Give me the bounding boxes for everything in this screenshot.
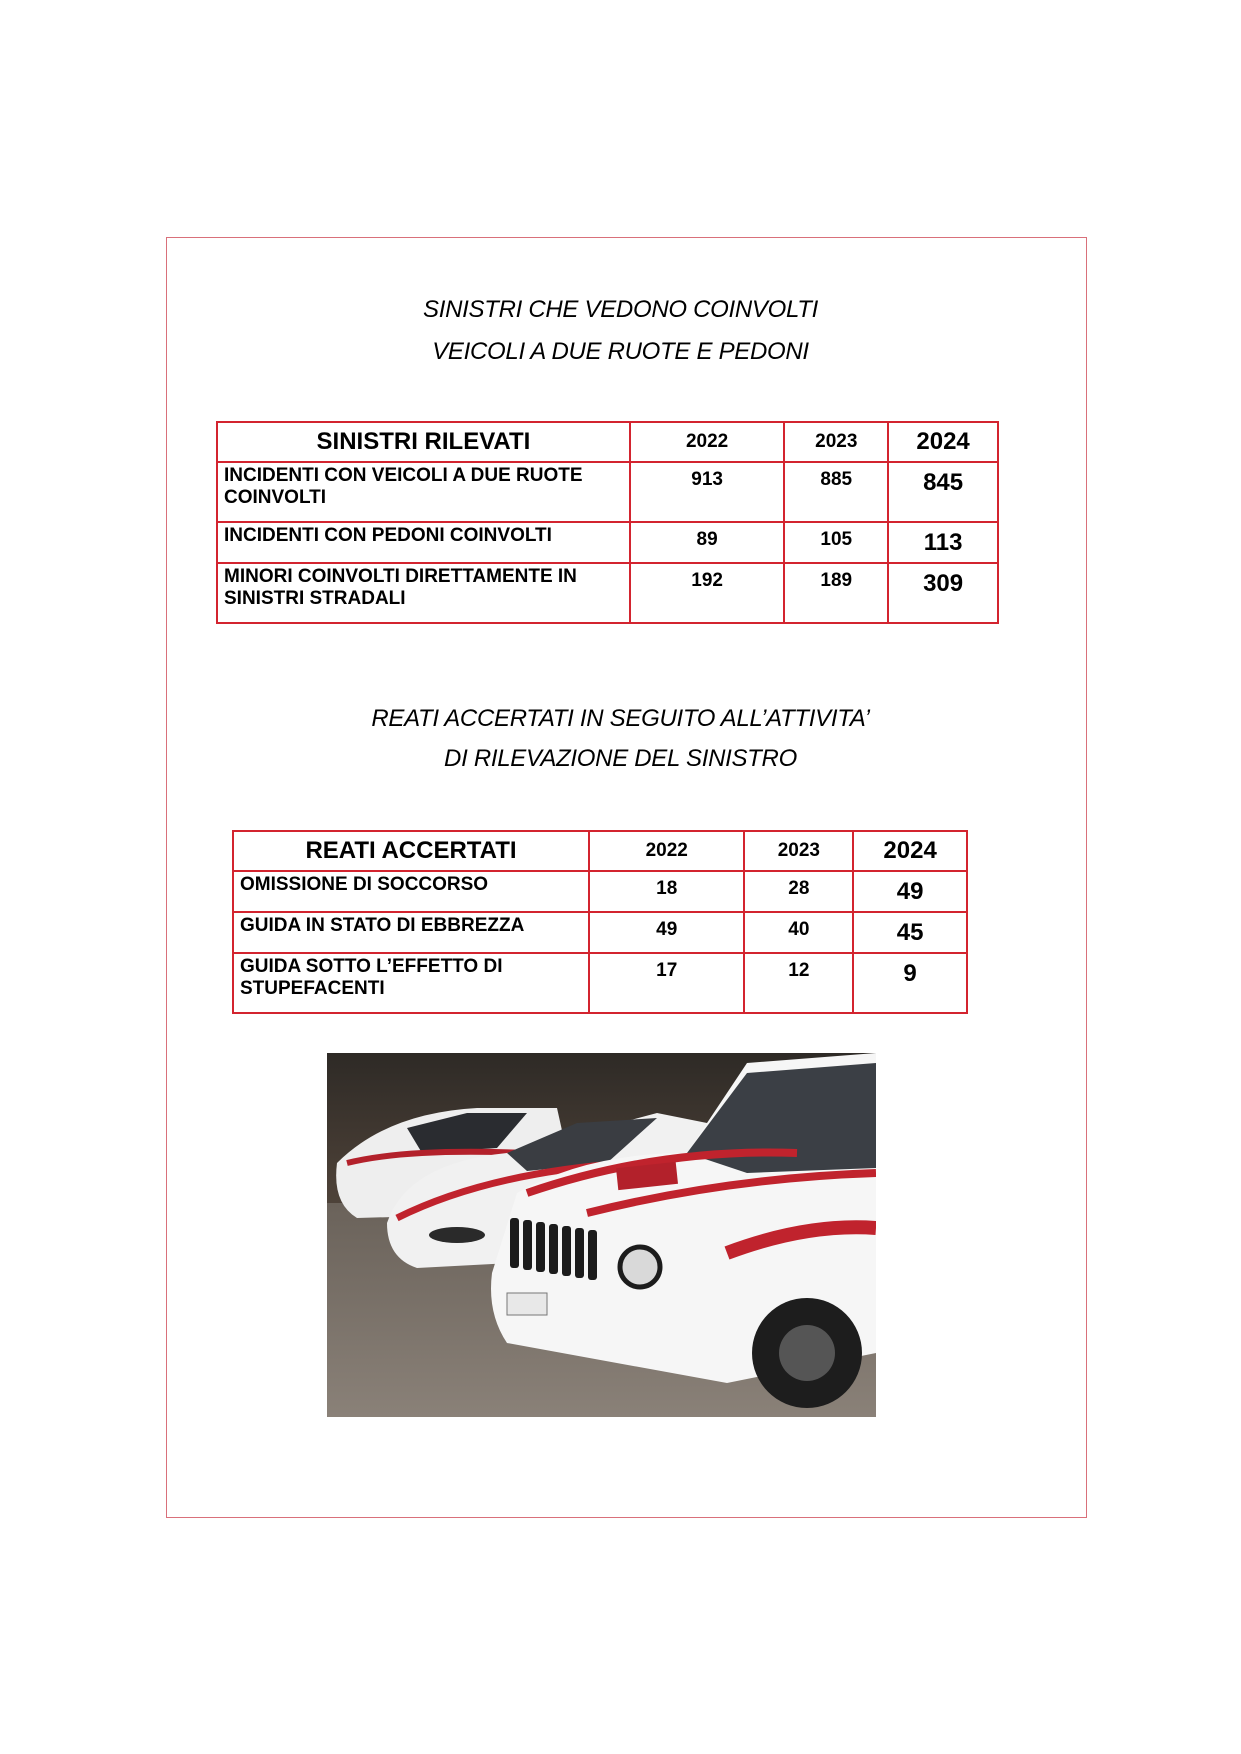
header-cell: 2024 [888,422,998,462]
row-value: 45 [853,912,967,953]
row-label: GUIDA SOTTO L’EFFETTO DI STUPEFACENTI [233,953,589,1013]
header-cell: 2022 [630,422,785,462]
row-value: 89 [630,522,785,563]
row-label: INCIDENTI CON VEICOLI A DUE RUOTE COINVOLTI [217,462,630,522]
row-label: INCIDENTI CON PEDONI COINVOLTI [217,522,630,563]
row-value: 40 [744,912,853,953]
row-label: OMISSIONE DI SOCCORSO [233,871,589,912]
row-value: 49 [853,871,967,912]
header-cell: SINISTRI RILEVATI [217,422,630,462]
table-row [233,912,967,953]
row-value: 309 [888,563,998,623]
row-value: 192 [630,563,785,623]
section1-title-line1: SINISTRI CHE VEDONO COINVOLTI [423,296,818,323]
row-label: MINORI COINVOLTI DIRETTAMENTE IN SINISTRI STRADALI [217,563,630,623]
row-value: 28 [744,871,853,912]
table-row [217,563,998,623]
row-value: 18 [589,871,744,912]
row-label: GUIDA IN STATO DI EBBREZZA [233,912,589,953]
sinistri-table [216,421,999,624]
row-value: 113 [888,522,998,563]
row-value: 913 [630,462,785,522]
row-value: 845 [888,462,998,522]
table-row [217,462,998,522]
header-cell: 2022 [589,831,744,871]
header-cell: 2023 [744,831,853,871]
row-value: 189 [784,563,888,623]
row-value: 49 [589,912,744,953]
section2-title-line1: REATI ACCERTATI IN SEGUITO ALL’ATTIVITA’ [371,705,870,732]
row-value: 12 [744,953,853,1013]
police-vehicles-photo [327,1053,876,1417]
row-value: 17 [589,953,744,1013]
table-header-row [217,422,998,462]
section1-title-line2: VEICOLI A DUE RUOTE E PEDONI [432,338,809,365]
row-value: 885 [784,462,888,522]
section2-title-line2: DI RILEVAZIONE DEL SINISTRO [444,745,797,772]
header-cell: REATI ACCERTATI [233,831,589,871]
reati-table [232,830,968,1014]
row-value: 9 [853,953,967,1013]
table-row [233,871,967,912]
table-row [217,522,998,563]
table-row [233,953,967,1013]
header-cell: 2023 [784,422,888,462]
header-cell: 2024 [853,831,967,871]
row-value: 105 [784,522,888,563]
table-header-row [233,831,967,871]
